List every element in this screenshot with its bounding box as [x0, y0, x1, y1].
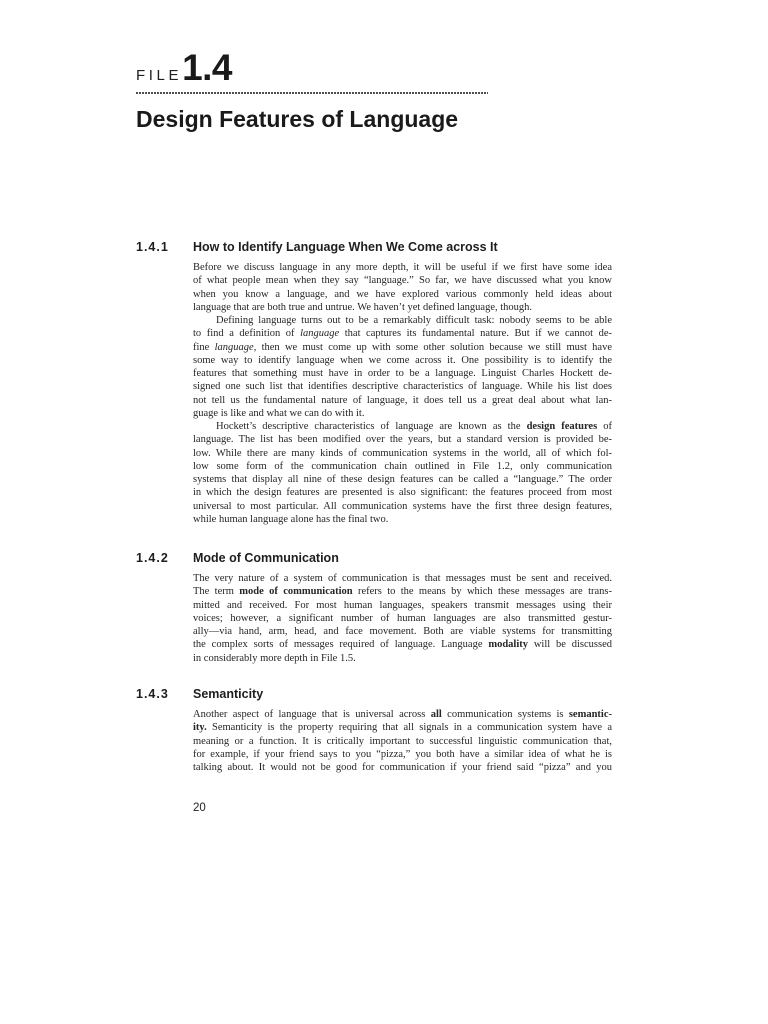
text-segment: Hockett’s descriptive characteristics of language are known as the [216, 421, 527, 432]
bold-term: mode of communication [239, 586, 353, 598]
text-line: language that are both true and untrue. We haven’t yet defined language, though. [193, 301, 533, 313]
text-segment: to find a definition of [193, 328, 301, 340]
paragraph [193, 314, 612, 420]
text-segment: Semanticity is the property requiring that all signals in a communication system have a [206, 722, 612, 734]
text-segment: The term [193, 586, 240, 598]
paragraph [193, 261, 612, 314]
text-line: ally—via hand, arm, head, and face movement. Both are viable systems for transmitting [193, 626, 612, 637]
section-title: Semanticity [193, 687, 264, 701]
text-line [193, 638, 612, 651]
text-line: signed one such list that identifies descriptive characteristics of language. While his list does [193, 381, 612, 393]
text-line: Defining language turns out to be a remarkably difficult task: nobody seems to be able [216, 315, 612, 326]
paragraph [193, 572, 612, 665]
section-number: 1.4.3 [136, 687, 169, 701]
text-line: universal to most particular. All communication systems have the first three design features, [193, 500, 612, 512]
text-line: of what people mean when they say “language.” So far, we have discussed what you know [193, 275, 612, 287]
bold-term: semantic- [568, 709, 612, 720]
section-body [193, 708, 612, 774]
text-line [193, 327, 612, 340]
section-number: 1.4.2 [136, 551, 169, 565]
text-segment: , then we must come up with some other solution because we still must have [253, 341, 612, 353]
text-line: some way to identify language when we come across it. One possibility is to identify the [193, 354, 612, 366]
section-title: How to Identify Language When We Come across It [193, 240, 498, 254]
text-line: systems that display all nine of these design features can be called a “language.” The order [193, 474, 612, 485]
text-line: mitted and received. For most human languages, speakers transmit messages using their [193, 599, 612, 611]
text-segment: that captures its fundamental nature. But if we cannot de- [339, 328, 612, 340]
text-line: voices; however, a significant number of human languages are also transmitted gestur- [193, 612, 612, 624]
bold-term: all [430, 709, 442, 720]
text-line: meaning or a function. It is critically important to successful linguistic communication that, [193, 735, 612, 747]
text-segment: fine [193, 341, 215, 353]
page-number: 20 [193, 802, 206, 814]
text-line: low some form of the communication chain outlined in File 1.2, only communication [193, 460, 612, 472]
section-body [193, 572, 612, 665]
text-line [193, 708, 612, 721]
text-segment: communication systems is [441, 709, 569, 720]
paragraph [193, 708, 612, 774]
text-line: guage is like and what we can do with it. [193, 407, 365, 419]
text-segment: refers to the means by which these messages are trans- [352, 586, 612, 598]
text-line: The very nature of a system of communication is that messages must be sent and received. [193, 573, 612, 584]
bold-term: modality [488, 639, 529, 651]
text-line: in which the design features are presented is also significant: the features proceed from most [193, 487, 612, 499]
file-heading [136, 49, 232, 94]
text-segment: the complex sorts of messages required of language. Language [193, 639, 489, 651]
text-line [193, 420, 612, 433]
paragraph [193, 420, 612, 526]
text-line [193, 585, 612, 598]
italic-term: language [214, 341, 254, 353]
text-line: Before we discuss language in any more depth, it will be useful if we first have some idea [193, 262, 612, 273]
bold-term: ity. [193, 722, 207, 734]
text-line: when you know a language, and we have explored various commonly held ideas about [193, 288, 612, 300]
text-line: for example, if your friend says to you “pizza,” you both have a similar idea of what he is [193, 748, 612, 760]
text-line [193, 721, 612, 734]
dotted-rule [136, 92, 488, 94]
text-line: not tell us the fundamental nature of language, it does tell us a great deal about what lan- [193, 394, 612, 406]
section-number: 1.4.1 [136, 240, 169, 254]
bold-term: design features [526, 421, 598, 432]
text-line: while human language alone has the final two. [193, 513, 389, 525]
italic-term: language [300, 328, 340, 340]
text-line: talking about. It would not be good for communication if your friend said “pizza” and you [193, 762, 612, 773]
text-segment: of [597, 421, 612, 432]
text-segment: will be discussed [528, 639, 612, 651]
file-label: FILE [136, 67, 183, 84]
text-line: features that something must have in order to be a language. Linguist Charles Hockett de- [193, 368, 612, 379]
file-number: 1.4 [182, 47, 233, 88]
text-line [193, 341, 612, 354]
text-line: low. While there are many kinds of communication systems in the world, all of which fol- [193, 447, 612, 459]
section-title: Mode of Communication [193, 551, 339, 565]
text-segment: Another aspect of language that is universal across [193, 709, 431, 720]
section-body [193, 261, 612, 526]
text-line: in considerably more depth in File 1.5. [193, 652, 356, 664]
text-line: language. The list has been modified over the years, but a standard version is provided be- [193, 434, 612, 446]
chapter-title: Design Features of Language [136, 106, 459, 132]
